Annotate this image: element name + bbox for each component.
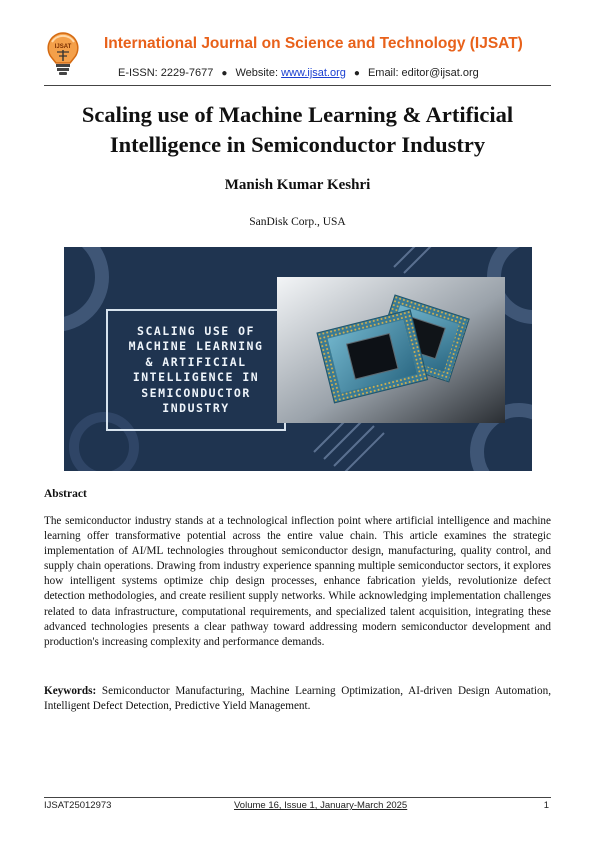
logo-text: IJSAT <box>54 44 72 50</box>
bullet-separator: ● <box>221 68 228 79</box>
journal-name: International Journal on Science and Technology (IJSAT) <box>104 35 523 52</box>
header-divider <box>44 85 551 86</box>
author-name: Manish Kumar Keshri <box>224 177 371 193</box>
eissn: E-ISSN: 2229-7677 <box>118 67 214 79</box>
abstract-body: The semiconductor industry stands at a technological inflection point where artificial intelligence and machine learning offer transformative potential across the entire value chain. This article examines the strategic implementation of AI/ML technologies throughout semiconductor design, manufacturing, quality control, and supply chain operations. Drawing from industry experience spanning multiple semiconductor sectors, it explores how intelligent systems optimize chip design processes, enhance fabrication yields, revolutionize defect detection methodologies, and create resilient supply networks. While acknowledging implementation challenges related to data infrastructure, computational requirements, and specialized talent acquisition, integrating these advanced technologies presents a clear pathway toward addressing modern semiconductor development and production's increasing complexity and performance demands. <box>44 515 551 648</box>
issue-info: Volume 16, Issue 1, January-March 2025 <box>234 800 408 811</box>
page-footer <box>44 800 551 814</box>
banner-caption: SCALING USE OF MACHINE LEARNING & ARTIFICIAL INTELLIGENCE IN SEMICONDUCTOR INDUSTRY <box>106 309 286 431</box>
keywords-label: Keywords: <box>44 685 97 697</box>
abstract-heading: Abstract <box>44 488 87 500</box>
bullet-separator: ● <box>353 68 360 79</box>
page-number: 1 <box>543 800 549 811</box>
cpu-chips-photo-icon <box>277 277 505 423</box>
paper-id: IJSAT25012973 <box>44 800 112 811</box>
keywords-paragraph <box>44 684 551 714</box>
contact-line <box>118 67 558 79</box>
journal-logo-lightbulb-icon <box>43 30 83 78</box>
keywords-text: Semiconductor Manufacturing, Machine Learning Optimization, AI-driven Design Automation, Intelligent Defect Detection, Predictive Yield Management. <box>44 685 551 713</box>
website-link[interactable]: www.ijsat.org <box>281 67 346 79</box>
banner-image <box>64 247 532 471</box>
author-affiliation: SanDisk Corp., USA <box>249 216 346 228</box>
website-label: Website: <box>235 67 279 79</box>
email: Email: editor@ijsat.org <box>367 67 479 79</box>
footer-divider <box>44 797 551 798</box>
paper-title: Scaling use of Machine Learning & Artificial Intelligence in Semiconductor Industry <box>81 102 514 157</box>
